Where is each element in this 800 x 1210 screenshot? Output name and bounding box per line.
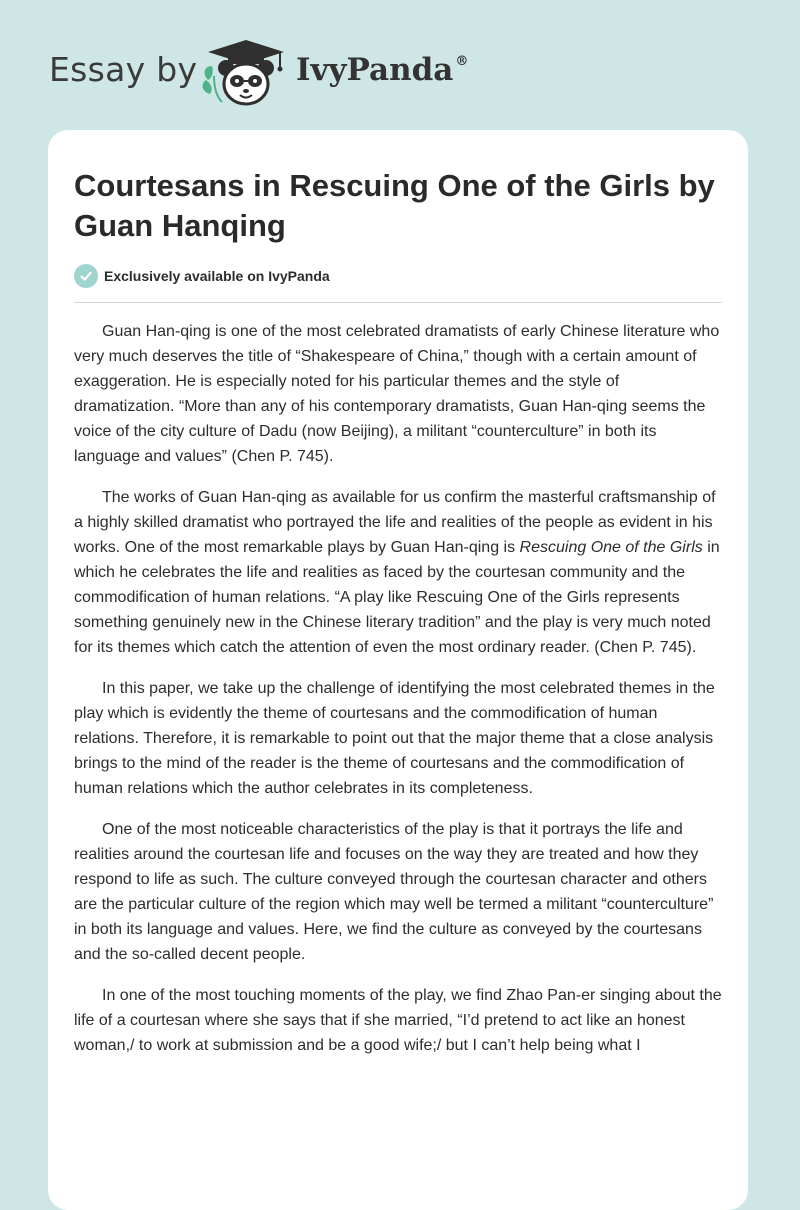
paragraph: The works of Guan Han-qing as available for us confirm the masterful craftsmanship of a highly skilled dramatist who portrayed the life and realities of the people as evident in his works. One of the most remarkable plays by Guan Han-qing is Rescuing One of the Girls in which he celebrates the life and realities as faced by the courtesan community and the commodification of human relations. “A play like Rescuing One of the Girls represents something genuinely new in the Chinese literary tradition” and the play is very much noted for its themes which catch the attention of even the most ordinary reader. (Chen P. 745).: [74, 489, 720, 656]
site-header: [0, 0, 800, 130]
essay-body: [74, 319, 724, 1074]
paragraph: In this paper, we take up the challenge of identifying the most celebrated themes in the play which is evidently the theme of courtesans and the commodification of human relations. Therefore, it is remarkable to point out that the major theme that a close analysis brings to the mind of the reader is the theme of courtesans and the commodification of human relations which the author celebrates in its completeness.: [74, 680, 715, 797]
play-title-italic: Rescuing One of the Girls: [519, 539, 703, 556]
panda-logo-icon: [200, 36, 292, 108]
essay-card: [48, 130, 748, 1210]
exclusive-badge: [74, 264, 330, 288]
page-title: Courtesans in Rescuing One of the Girls by Guan Hanqing: [74, 168, 715, 243]
paragraph: One of the most noticeable characteristics of the play is that it portrays the life and realities around the courtesan life and focuses on the way they are treated and how they respond to life as such. The culture conveyed through the courtesan character and others are the particular culture of the region which may well be termed a militant “counterculture” in both its language and values. Here, we find the culture as conveyed by the courtesans and the so-called decent people.: [74, 821, 714, 963]
brand-name: IvyPanda ®: [296, 52, 469, 88]
check-icon: [74, 264, 98, 288]
divider: [74, 302, 722, 303]
paragraph: In one of the most touching moments of the play, we find Zhao Pan-er singing about the life of a courtesan where she says that if she married, “I’d pretend to act like an honest woman,/ to work at submission and be a good wife;/ but I can’t help being what I: [74, 987, 722, 1054]
badge-text: Exclusively available on IvyPanda: [104, 268, 330, 284]
paragraph: Guan Han-qing is one of the most celebrated dramatists of early Chinese literature who very much deserves the title of “Shakespeare of China,” though with a certain amount of exaggeration. He is especially noted for his particular themes and the style of dramatization. “More than any of his contemporary dramatists, Guan Han-qing seems the voice of the city culture of Dadu (now Beijing), a militant “counterculture” in both its language and values” (Chen P. 745).: [74, 323, 720, 465]
brand-prefix: Essay by: [49, 50, 198, 89]
